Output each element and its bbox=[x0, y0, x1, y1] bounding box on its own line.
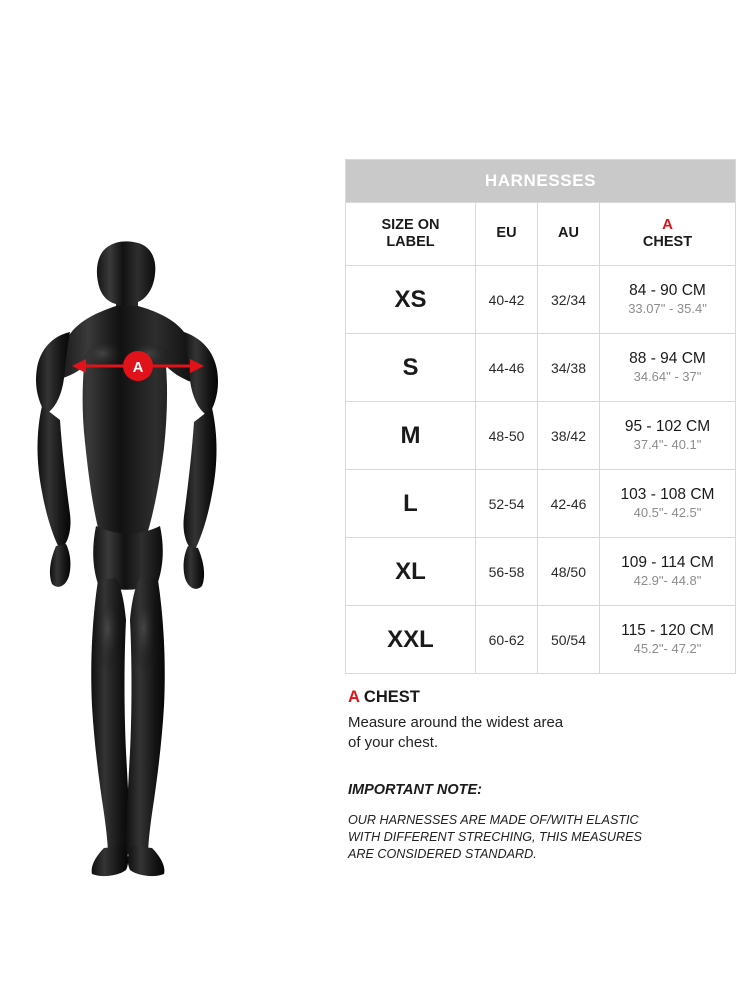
chest-note-line2: of your chest. bbox=[348, 734, 439, 752]
chest-note-line1: Measure around the widest area bbox=[348, 714, 564, 731]
cell-size: XS bbox=[346, 266, 476, 334]
chest-measure-marker bbox=[72, 348, 204, 384]
cell-size: S bbox=[346, 334, 476, 402]
cell-size: XL bbox=[346, 538, 476, 606]
important-note-body bbox=[348, 812, 678, 863]
table-title-row bbox=[346, 160, 736, 203]
header-chest bbox=[600, 203, 736, 266]
important-note-line1: OUR HARNESSES ARE MADE OF/WITH ELASTIC bbox=[348, 813, 639, 827]
cell-chest bbox=[600, 538, 736, 606]
cell-chest-cm: 115 - 120 CM bbox=[621, 622, 714, 640]
cell-au: 34/38 bbox=[538, 334, 600, 402]
header-au: AU bbox=[538, 203, 600, 266]
table-title: HARNESSES bbox=[346, 160, 736, 203]
cell-chest-cm: 95 - 102 CM bbox=[624, 418, 711, 436]
cell-chest bbox=[600, 334, 736, 402]
cell-chest-cm: 103 - 108 CM bbox=[620, 486, 715, 504]
cell-chest bbox=[600, 606, 736, 674]
chest-note-marker-a: A bbox=[348, 688, 360, 706]
cell-au: 48/50 bbox=[538, 538, 600, 606]
table-row bbox=[346, 538, 736, 606]
header-size-line2: LABEL bbox=[386, 234, 435, 250]
cell-chest-in: 42.9"- 44.8" bbox=[633, 572, 702, 588]
cell-chest-in: 33.07" - 35.4" bbox=[628, 300, 707, 316]
cell-au: 32/34 bbox=[538, 266, 600, 334]
table-row bbox=[346, 470, 736, 538]
cell-chest bbox=[600, 470, 736, 538]
header-size-line1: SIZE ON bbox=[381, 216, 440, 233]
cell-chest-in: 34.64" - 37" bbox=[633, 368, 702, 384]
cell-size: M bbox=[346, 402, 476, 470]
chest-note-body bbox=[348, 713, 678, 754]
cell-chest bbox=[600, 266, 736, 334]
table-row bbox=[346, 402, 736, 470]
figure-panel bbox=[0, 0, 345, 1000]
notes-section bbox=[348, 688, 678, 876]
cell-chest-cm: 88 - 94 CM bbox=[629, 350, 706, 368]
cell-eu: 52-54 bbox=[476, 470, 538, 538]
header-size-on-label bbox=[346, 203, 476, 266]
cell-au: 50/54 bbox=[538, 606, 600, 674]
header-chest-label: CHEST bbox=[642, 234, 693, 251]
header-eu: EU bbox=[476, 203, 538, 266]
marker-letter-a: A bbox=[132, 359, 144, 376]
table-row bbox=[346, 334, 736, 402]
size-chart-table bbox=[345, 159, 736, 674]
cell-size: XXL bbox=[346, 606, 476, 674]
cell-eu: 44-46 bbox=[476, 334, 538, 402]
cell-chest-in: 45.2"- 47.2" bbox=[633, 640, 702, 656]
important-note-line2: WITH DIFFERENT STRECHING, THIS MEASURES bbox=[348, 830, 642, 844]
cell-chest bbox=[600, 402, 736, 470]
cell-eu: 56-58 bbox=[476, 538, 538, 606]
cell-eu: 48-50 bbox=[476, 402, 538, 470]
cell-eu: 40-42 bbox=[476, 266, 538, 334]
mannequin-illustration bbox=[12, 240, 242, 880]
cell-au: 38/42 bbox=[538, 402, 600, 470]
header-chest-marker-a: A bbox=[662, 216, 673, 234]
table-row bbox=[346, 606, 736, 674]
cell-chest-in: 37.4"- 40.1" bbox=[633, 436, 702, 452]
cell-chest-in: 40.5"- 42.5" bbox=[633, 504, 702, 520]
cell-eu: 60-62 bbox=[476, 606, 538, 674]
table-header-row bbox=[346, 203, 736, 266]
cell-au: 42-46 bbox=[538, 470, 600, 538]
table-row bbox=[346, 266, 736, 334]
cell-chest-cm: 84 - 90 CM bbox=[629, 282, 706, 300]
cell-chest-cm: 109 - 114 CM bbox=[621, 554, 714, 572]
chest-note-title: CHEST bbox=[363, 688, 420, 706]
cell-size: L bbox=[346, 470, 476, 538]
important-note-line3: ARE CONSIDERED STANDARD. bbox=[348, 847, 537, 861]
important-note-heading: IMPORTANT NOTE: bbox=[348, 781, 482, 798]
chest-note-heading bbox=[348, 688, 678, 707]
